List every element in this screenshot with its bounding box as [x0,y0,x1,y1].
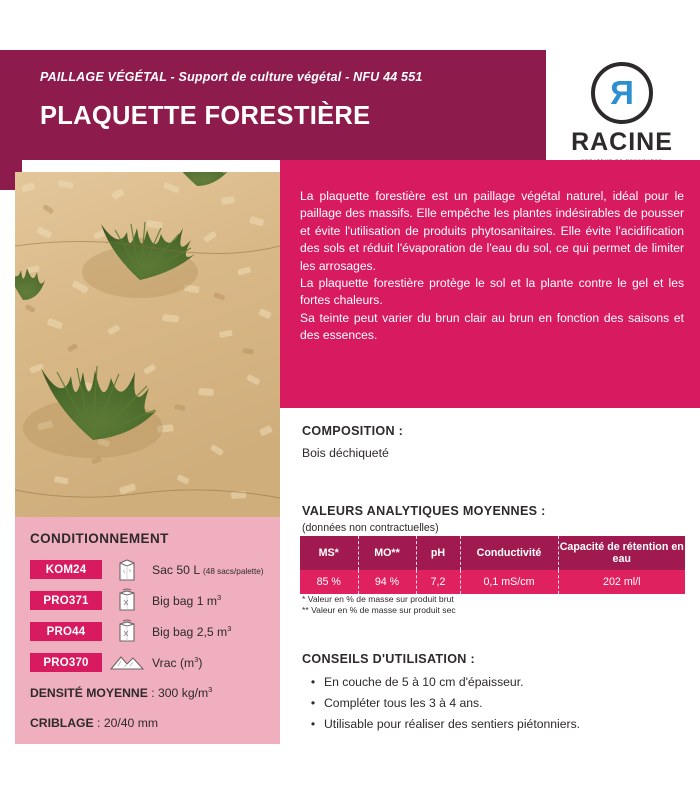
packaging-exponent: 3 [194,654,199,664]
analytics-footnote-2: ** Valeur en % de masse sur produit sec [302,605,456,615]
advice-item-label: En couche de 5 à 10 cm d'épaisseur. [324,675,524,689]
packaging-label [152,655,202,670]
page-title: PLAQUETTE FORESTIÈRE [40,102,371,130]
mulch-photo-illustration [15,172,280,517]
list-item [302,693,682,714]
bullet-icon: • [310,675,316,689]
table-cell: 202 ml/l [558,570,685,594]
logo-wordmark: RACINE [571,128,673,156]
density-value: : 300 kg/m [147,686,209,701]
product-code-badge: KOM24 [30,560,102,579]
packaging-label [152,624,231,639]
table-header-cell: MS* [300,536,358,570]
list-item [302,714,682,735]
list-item [30,556,275,583]
product-code-badge: PRO44 [30,622,102,641]
table-header-cell: pH [416,536,460,570]
packaging-note: (48 sacs/palette) [203,566,264,576]
description-paragraph-1: La plaquette forestière est un paillage végétal naturel, idéal pour le paillage des massifs. Elle empêche les plantes indésirables de pousser et évite l'utilisation de produits phytosanitaires. Elle évite l'acidification des sols et réduit l'évaporation de l'eau du sol, ce qui permet de limiter les arrosages. [300,189,684,273]
packaging-exponent: 3 [227,623,232,633]
analytics-table [300,536,685,594]
product-code-badge: PRO370 [30,653,102,672]
list-item [30,587,275,614]
product-code-badge: PRO371 [30,591,102,610]
brand-logo [552,58,692,168]
product-photo [15,172,280,517]
composition-value: Bois déchiqueté [302,446,389,460]
list-item [30,649,275,676]
packaging-label-text: Big bag 2,5 m [152,625,228,640]
conditioning-title: CONDITIONNEMENT [30,531,169,546]
packaging-label-text: Sac 50 L [152,562,200,577]
screening-label: CRIBLAGE [30,716,94,730]
packaging-label [152,593,221,608]
screening-value: : 20/40 mm [93,716,159,730]
density-label: DENSITÉ MOYENNE [30,686,148,701]
packaging-label-text: Vrac (m [152,656,195,671]
packaging-exponent: 3 [217,592,222,602]
description-text [300,188,684,345]
advice-item-label: Utilisable pour réaliser des sentiers piétonniers. [324,717,581,731]
bullet-icon: • [310,696,316,710]
table-header-cell: Conductivité [460,536,558,570]
list-item [30,618,275,645]
table-row [300,570,685,594]
description-paragraph-2: La plaquette forestière protège le sol et la plante contre le gel et les fortes chaleurs. [300,276,684,308]
advice-list [302,672,682,735]
logo-circle-icon [591,62,653,124]
composition-title: COMPOSITION : [302,424,404,438]
analytics-subtitle: (données non contractuelles) [302,522,439,534]
bigbag-icon [110,588,144,613]
bullet-icon: • [310,717,316,731]
table-cell: 0,1 mS/cm [460,570,558,594]
list-item [302,672,682,693]
table-cell: 94 % [358,570,416,594]
packaging-label-end: ) [198,656,203,671]
bigbag-icon [110,619,144,644]
sack-icon [110,557,144,582]
table-header-cell: Capacité de rétention en eau [558,536,685,570]
density-line [30,685,212,700]
table-header-row [300,536,685,570]
table-cell: 85 % [300,570,358,594]
header-subtitle: PAILLAGE VÉGÉTAL - Support de culture végétal - NFU 44 551 [40,70,423,84]
packaging-label [152,563,264,577]
logo-reversed-r-icon: R [610,73,634,111]
table-header-cell: MO** [358,536,416,570]
advice-title: CONSEILS D'UTILISATION : [302,652,475,666]
description-paragraph-3: Sa teinte peut varier du brun clair au brun en fonction des saisons et des essences. [300,310,684,343]
packaging-label-text: Big bag 1 m [152,594,218,609]
conditioning-list [30,556,275,680]
screening-line [30,716,158,730]
analytics-title: VALEURS ANALYTIQUES MOYENNES : [302,504,546,518]
bulk-icon [110,653,144,673]
analytics-footnote-1: * Valeur en % de masse sur produit brut [302,594,454,604]
advice-item-label: Compléter tous les 3 à 4 ans. [324,696,483,710]
table-cell: 7,2 [416,570,460,594]
density-exponent: 3 [208,685,213,694]
